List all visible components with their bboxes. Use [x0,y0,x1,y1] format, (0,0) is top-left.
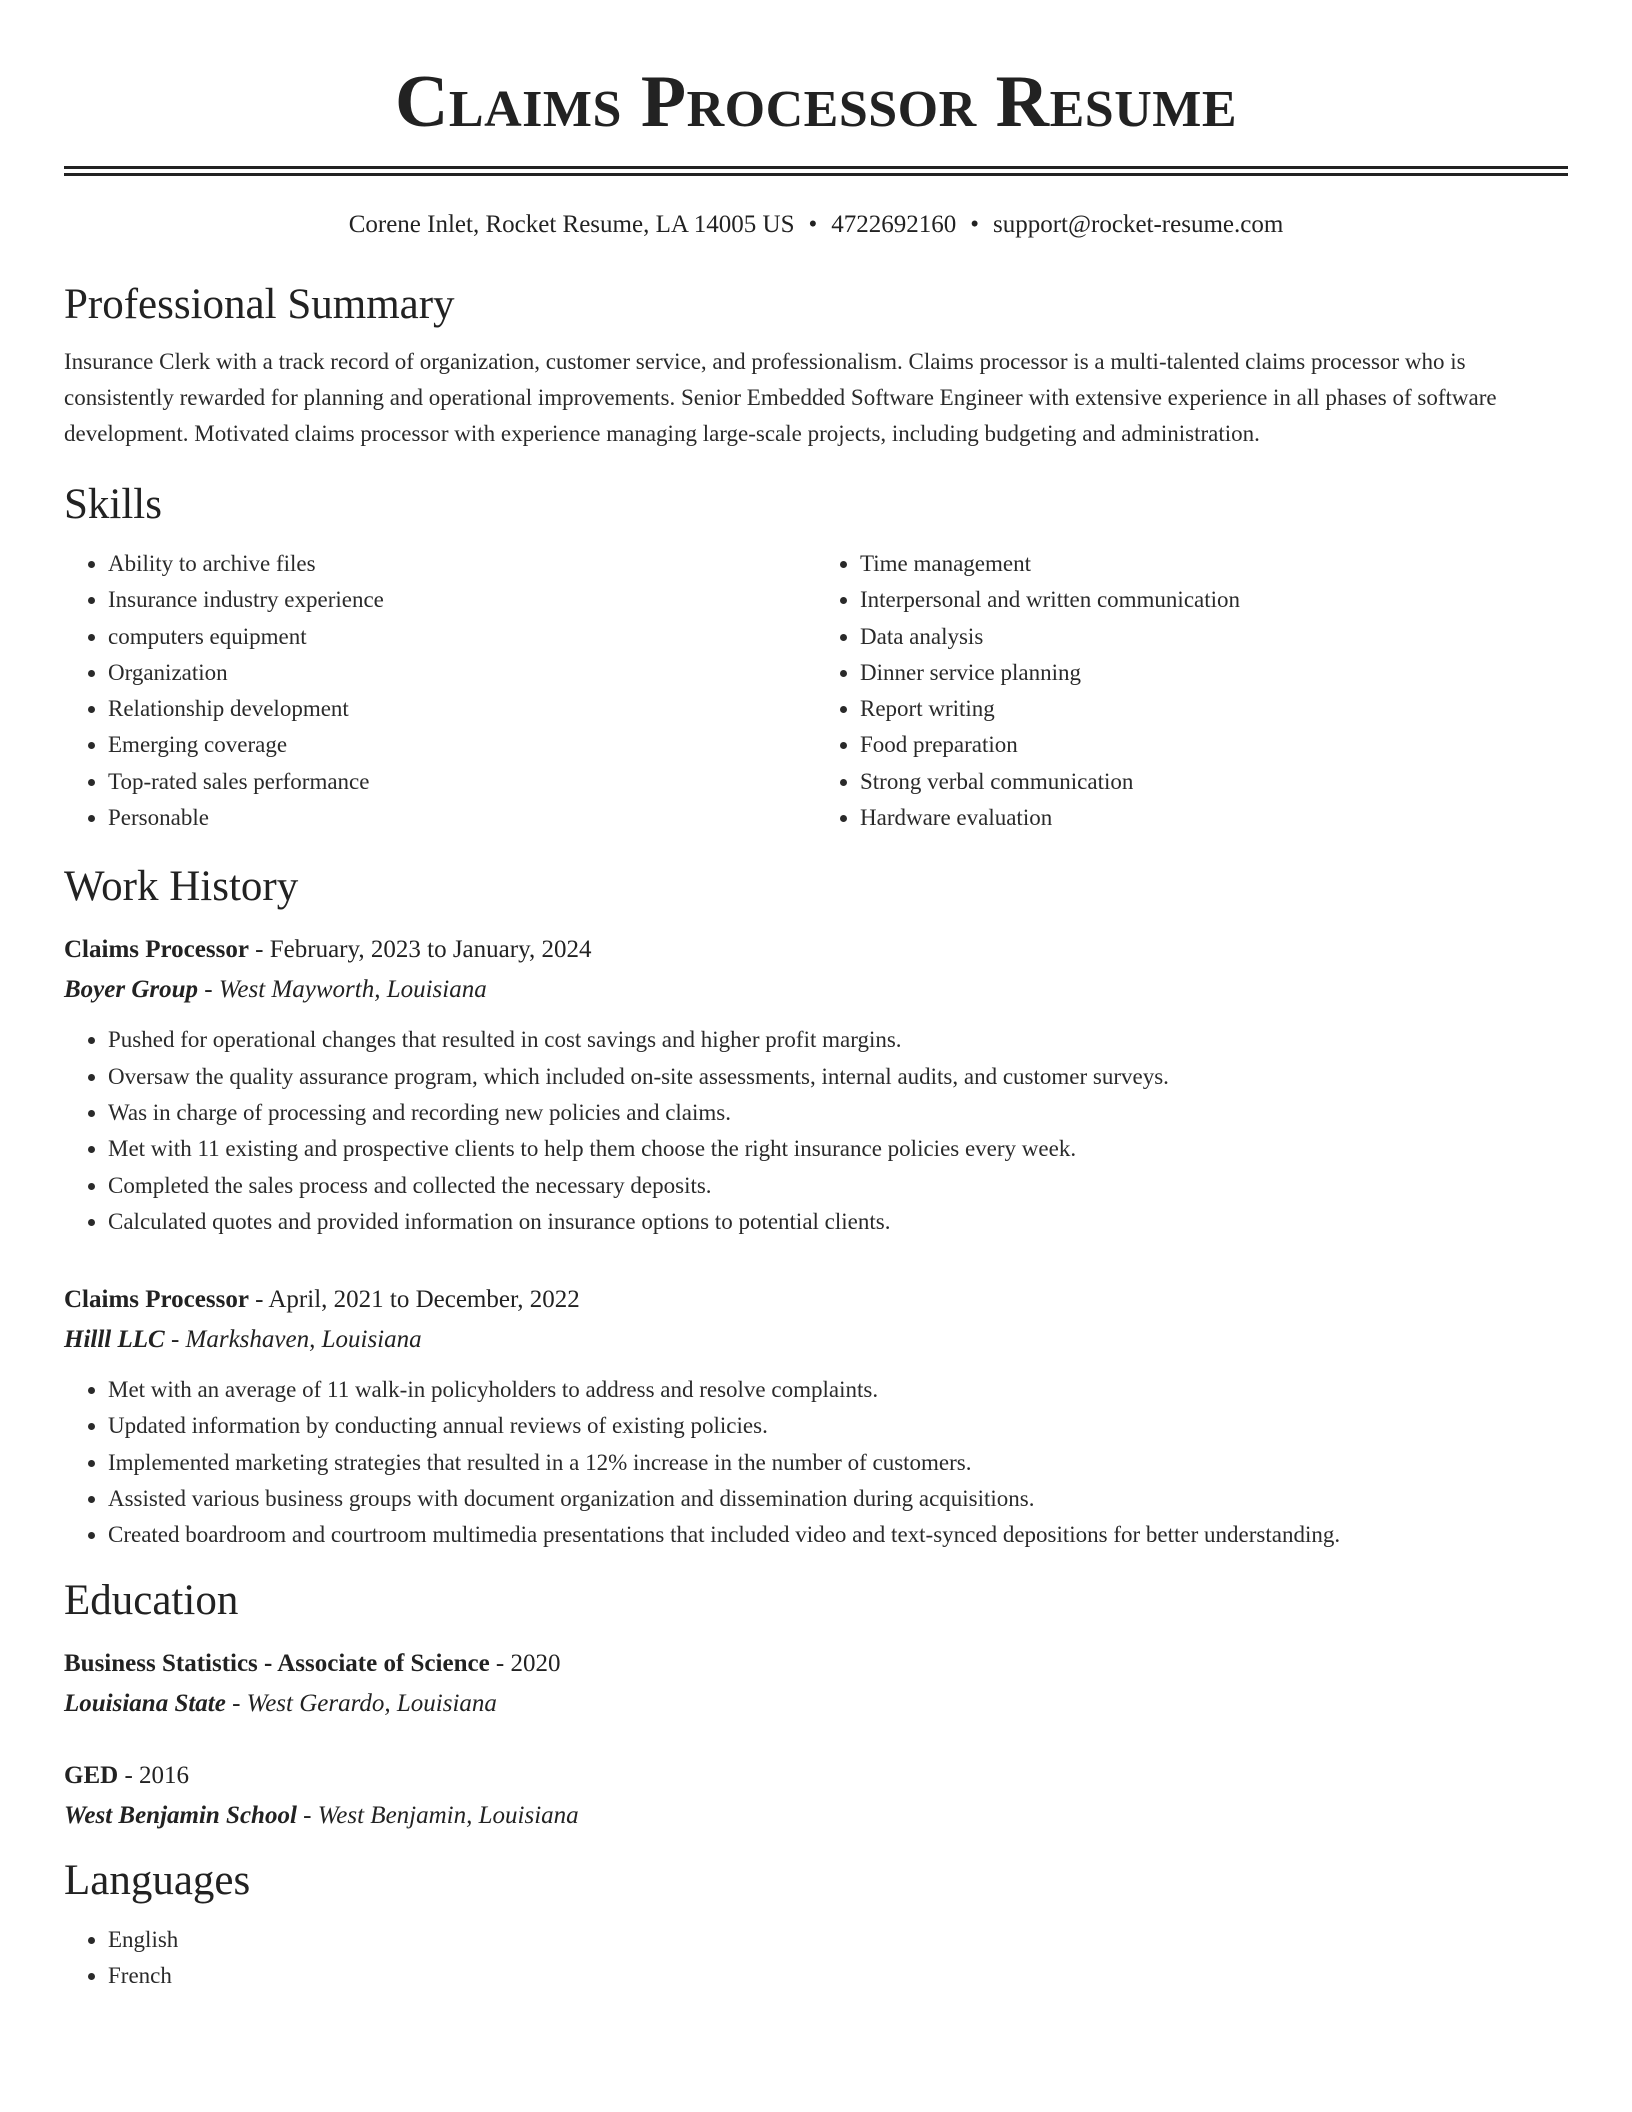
education-school: West Benjamin School [64,1801,297,1829]
skill-item: • Personable [108,800,816,836]
skill-item: • Ability to archive files [108,546,816,582]
job-location: - West Mayworth, Louisiana [198,976,487,1004]
skill-item: • Report writing [860,691,1568,727]
education-school-line [64,1684,1568,1724]
section-heading-skills: Skills [64,481,162,528]
education-location: - West Benjamin, Louisiana [296,1801,579,1829]
work-history-section [64,862,1568,1553]
job-bullet-list [64,1372,1568,1553]
education-degree: Business Statistics - Associate of Science [64,1649,490,1677]
contact-separator: • [970,211,979,238]
job-entry [64,1280,1568,1553]
job-entry [64,930,1568,1240]
professional-summary-section [64,280,1568,452]
education-location: - West Gerardo, Louisiana [225,1689,497,1717]
language-item: • French [108,1958,1568,1994]
job-title: Claims Processor [64,936,249,964]
job-company: Hilll LLC [64,1326,165,1354]
skill-item: • Interpersonal and written communication [860,582,1568,618]
language-item: • English [108,1922,1568,1958]
contact-phone: 4722692160 [831,211,957,238]
job-bullet: • Oversaw the quality assurance program, which included on-site assessments, internal audits, and customer surveys. [108,1059,1568,1095]
education-entry [64,1644,1568,1724]
job-title-line [64,1280,1568,1320]
section-heading-summary: Professional Summary [64,281,455,328]
job-dates: - April, 2021 to December, 2022 [248,1286,580,1314]
education-degree: GED [64,1761,119,1789]
job-bullet: • Completed the sales process and collected the necessary deposits. [108,1168,1568,1204]
job-bullet: • Updated information by conducting annual reviews of existing policies. [108,1408,1568,1444]
job-bullet: • Was in charge of processing and recording new policies and claims. [108,1095,1568,1131]
job-bullet-list [64,1022,1568,1240]
job-bullet: • Assisted various business groups with document organization and dissemination during acquisitions. [108,1481,1568,1517]
skill-item: • Dinner service planning [860,655,1568,691]
contact-email: support@rocket-resume.com [993,211,1284,238]
contact-address: Corene Inlet, Rocket Resume, LA 14005 US [348,211,795,238]
contact-separator: • [808,211,818,238]
skill-item: • Food preparation [860,727,1568,763]
skill-item: • Strong verbal communication [860,764,1568,800]
skill-item: • Emerging coverage [108,727,816,763]
skill-item: • computers equipment [108,619,816,655]
job-company: Boyer Group [64,976,199,1004]
skill-item: • Data analysis [860,619,1568,655]
skill-item: • Insurance industry experience [108,582,816,618]
education-school-line [64,1796,1568,1836]
resume-title: Claims Processor Resume [394,61,1238,143]
job-bullet: • Pushed for operational changes that resulted in cost savings and higher profit margins. [108,1022,1568,1058]
job-bullet: • Created boardroom and courtroom multimedia presentations that included video and text-synced depositions for better understanding. [108,1517,1568,1553]
section-heading-work-history: Work History [64,863,299,911]
job-company-line [64,970,1568,1010]
education-entry [64,1756,1568,1836]
job-bullet: • Met with 11 existing and prospective clients to help them choose the right insurance policies every week. [108,1131,1568,1167]
job-title-line [64,930,1568,970]
education-degree-line [64,1756,1568,1796]
job-title: Claims Processor [64,1286,249,1314]
contact-line [64,210,1568,240]
section-heading-languages: Languages [64,1856,251,1904]
summary-text: Insurance Clerk with a track record of organization, customer service, and professionalism. Claims processor is a multi-talented claims processor who is consistently rewarded for planning and operational improvements. Senior Embedded Software Engineer with extensive experience in all phases of software development. Motivated claims processor with experience managing large-scale projects, including budgeting and administration. [64,349,1497,446]
education-section [64,1576,1568,1836]
skill-item: • Organization [108,655,816,691]
skills-list-right [816,546,1568,836]
education-school: Louisiana State [64,1689,226,1717]
skill-item: • Relationship development [108,691,816,727]
education-year: - 2020 [489,1649,561,1677]
job-dates: - February, 2023 to January, 2024 [248,936,592,964]
languages-section [64,1856,1568,1995]
job-location: - Markshaven, Louisiana [164,1326,422,1354]
skills-list-left [64,546,816,836]
job-bullet: • Implemented marketing strategies that resulted in a 12% increase in the number of customers. [108,1445,1568,1481]
job-company-line [64,1320,1568,1360]
job-bullet: • Calculated quotes and provided information on insurance options to potential clients. [108,1204,1568,1240]
education-degree-line [64,1644,1568,1684]
languages-list [64,1922,1568,1995]
skills-columns [64,546,1568,836]
skill-item: • Time management [860,546,1568,582]
job-bullet: • Met with an average of 11 walk-in policyholders to address and resolve complaints. [108,1372,1568,1408]
skills-section [64,480,1568,836]
skill-item: • Top-rated sales performance [108,764,816,800]
section-heading-education: Education [64,1576,239,1624]
title-double-rule [64,166,1568,176]
skill-item: • Hardware evaluation [860,800,1568,836]
education-year: - 2016 [118,1761,190,1789]
